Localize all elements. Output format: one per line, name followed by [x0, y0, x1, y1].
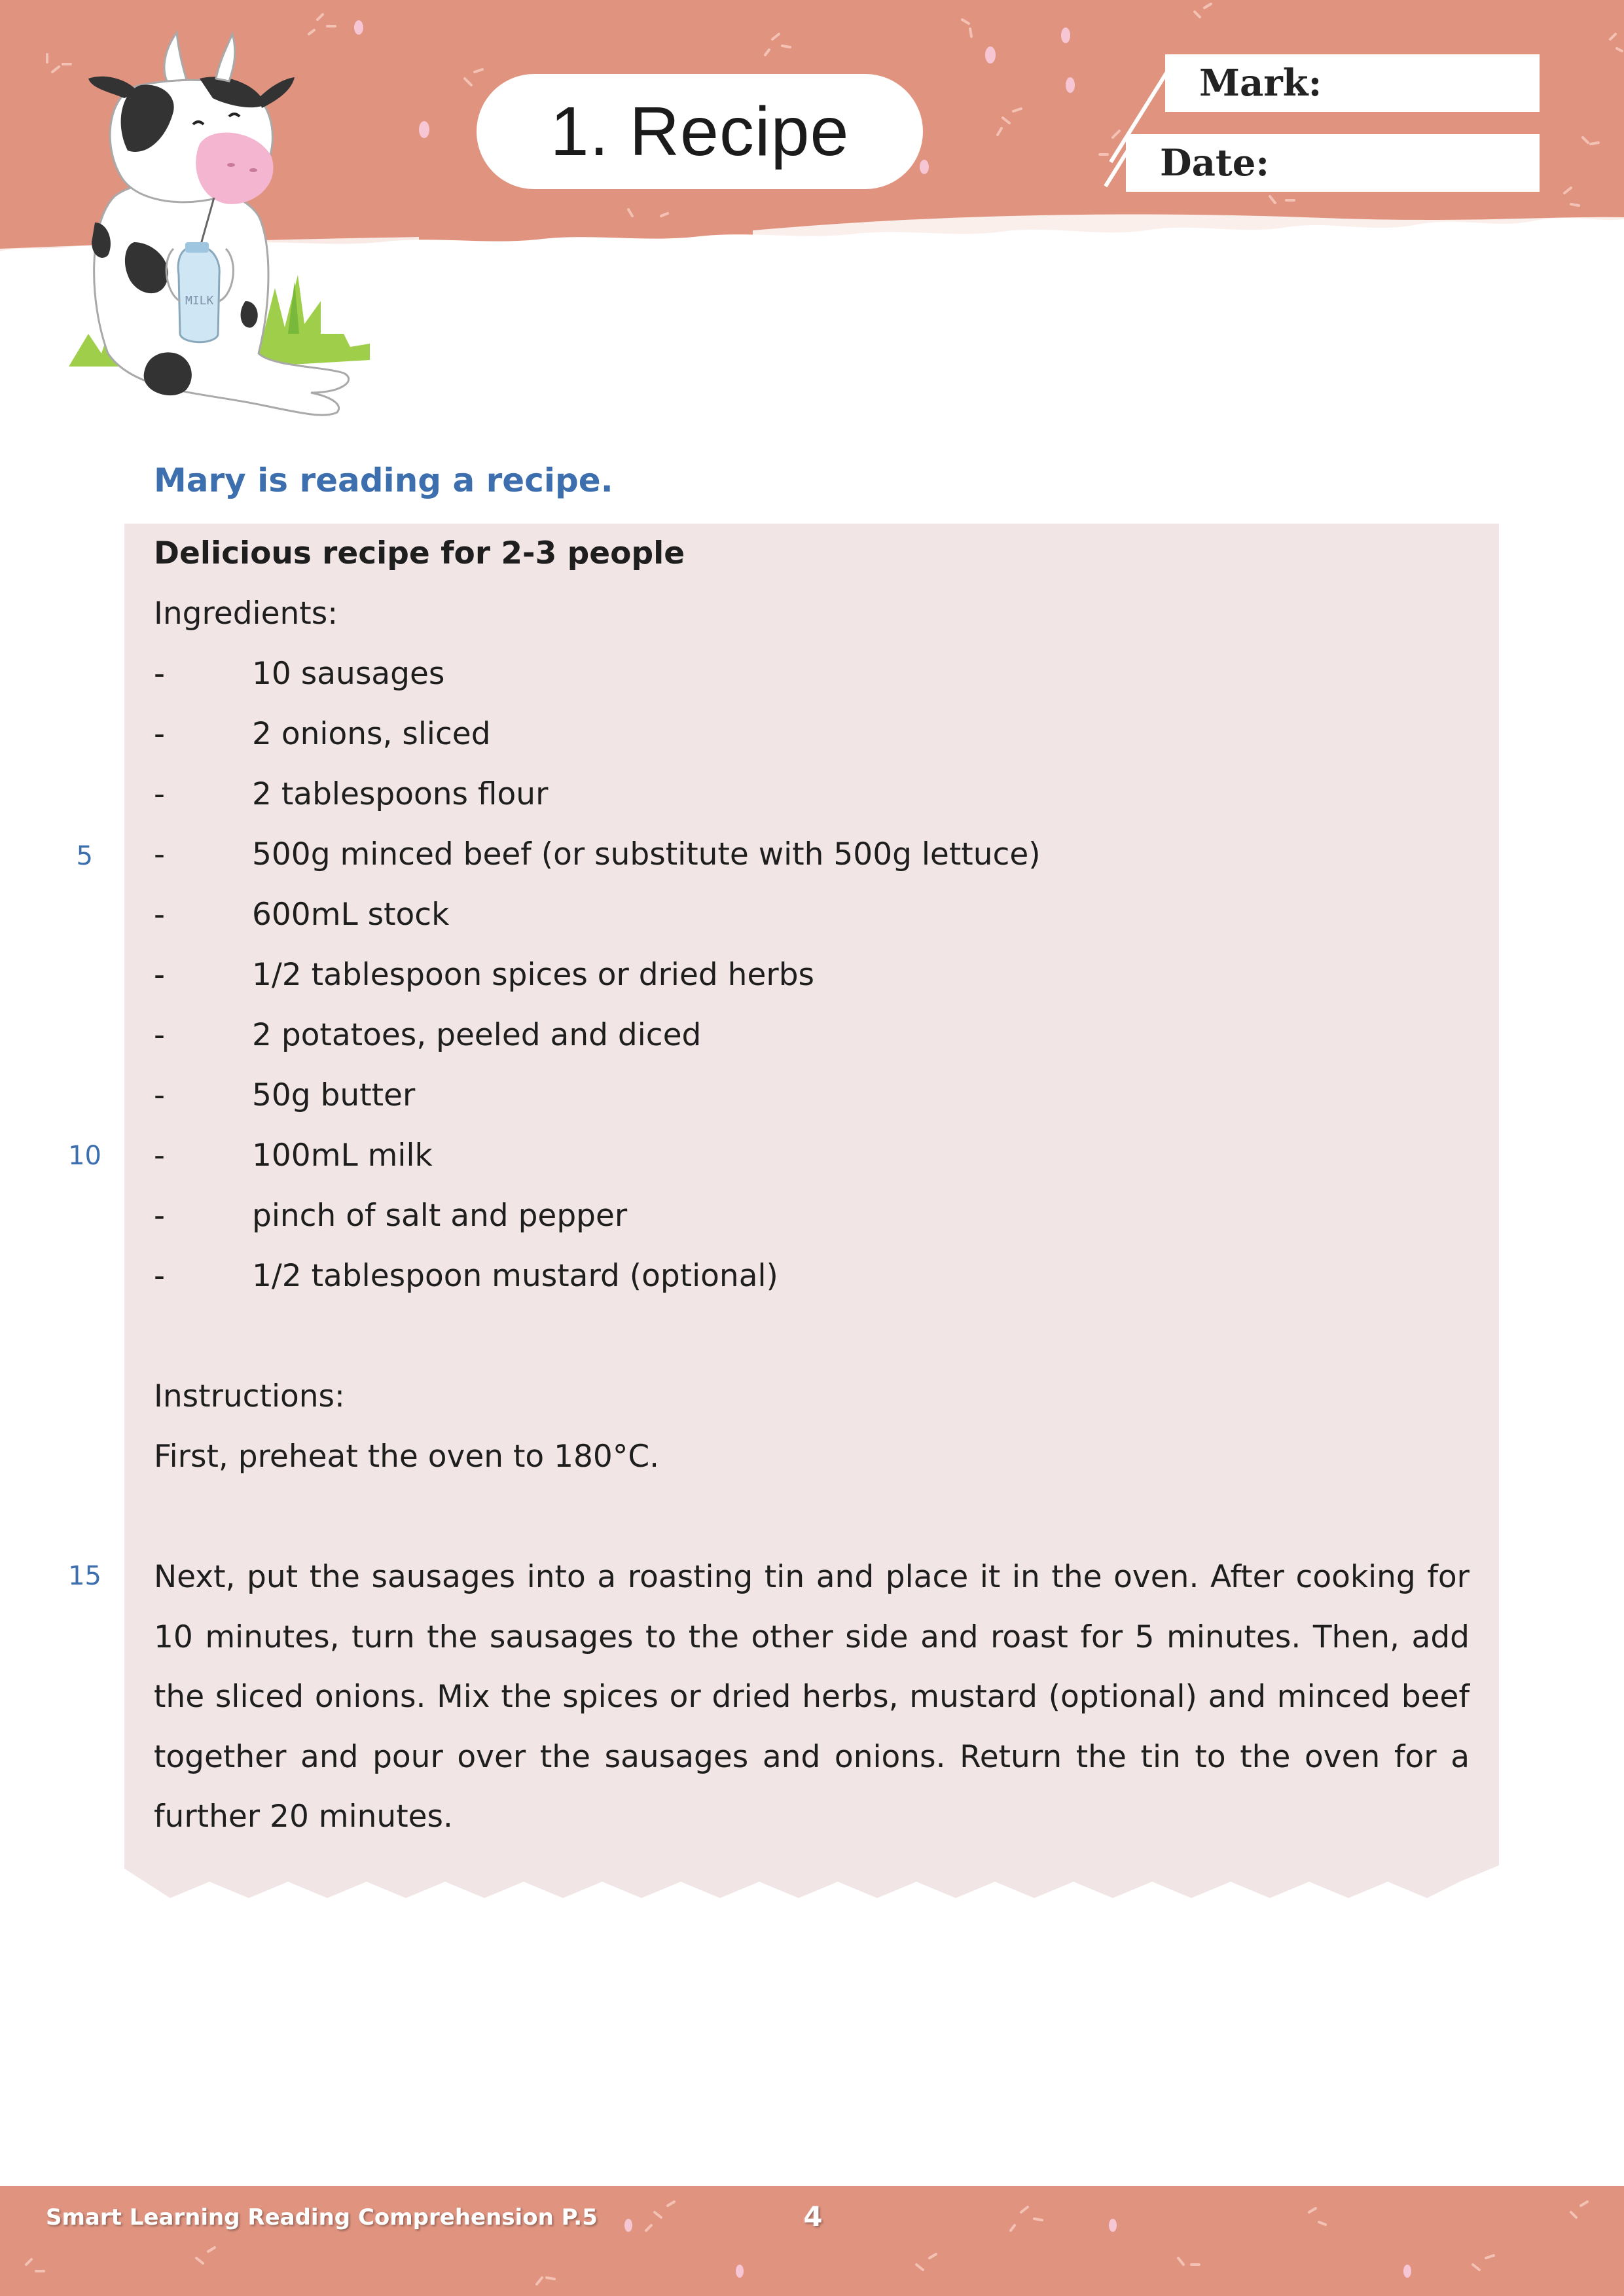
ingredient-text: pinch of salt and pepper	[252, 1198, 628, 1234]
bullet-dash: -	[154, 897, 165, 933]
bullet-dash: -	[154, 957, 165, 993]
bullet-dash: -	[154, 716, 165, 752]
ingredient-text: 600mL stock	[252, 897, 450, 933]
date-field[interactable]	[1126, 134, 1540, 192]
instructions-label: Instructions:	[154, 1378, 345, 1414]
page-title: 1. Recipe	[550, 92, 850, 170]
line-number: 15	[68, 1561, 101, 1591]
ingredient-item	[154, 1126, 1470, 1186]
bullet-dash: -	[154, 1017, 165, 1053]
bullet-dash: -	[154, 776, 165, 812]
instruction-step-2: Next, put the sausages into a roasting tin and place it in the oven. After cooking for 10 minutes, turn the sausages to the other side and roast for 5 minutes. Then, add the sliced onions. Mix the spices or dried herbs, mustard (optional) and minced beef together and pour over the sausages and onions. Return the tin to the oven for a further 20 minutes.	[154, 1559, 1470, 1835]
instruction-step-1: First, preheat the oven to 180°C.	[154, 1439, 660, 1475]
ingredient-text: 50g butter	[252, 1077, 416, 1113]
footer-book-title: Smart Learning Reading Comprehension P.5	[46, 2204, 598, 2231]
ingredient-text: 2 onions, sliced	[252, 716, 491, 752]
page-number: 4	[803, 2200, 823, 2233]
recipe-heading: Delicious recipe for 2-3 people	[154, 535, 685, 571]
mark-label: Mark:	[1199, 62, 1322, 105]
ingredient-text: 1/2 tablespoon spices or dried herbs	[252, 957, 815, 993]
ingredient-item	[154, 1246, 1470, 1306]
bottle-label: MILK	[185, 294, 214, 308]
ingredient-item	[154, 885, 1470, 945]
ingredients-label: Ingredients:	[154, 596, 338, 632]
bullet-dash: -	[154, 1077, 165, 1113]
bullet-dash: -	[154, 1198, 165, 1234]
date-label: Date:	[1160, 141, 1270, 185]
ingredient-text: 10 sausages	[252, 656, 445, 692]
ingredient-text: 500g minced beef (or substitute with 500g lettuce)	[252, 836, 1041, 872]
ingredient-item	[154, 945, 1470, 1005]
ingredient-item	[154, 1066, 1470, 1126]
footer-band	[0, 2186, 1624, 2296]
ingredient-item	[154, 644, 1470, 704]
ingredient-item	[154, 704, 1470, 764]
ingredient-item	[154, 1005, 1470, 1066]
bullet-dash: -	[154, 1258, 165, 1294]
bullet-dash: -	[154, 836, 165, 872]
recipe-panel	[124, 524, 1499, 1905]
mark-field[interactable]	[1165, 54, 1540, 112]
ingredient-item	[154, 764, 1470, 825]
ingredient-item	[154, 1186, 1470, 1246]
ingredient-text: 1/2 tablespoon mustard (optional)	[252, 1258, 778, 1294]
ingredient-item	[154, 825, 1470, 885]
title-pill	[477, 74, 923, 189]
line-number: 5	[76, 841, 93, 871]
line-number: 10	[68, 1141, 101, 1171]
cow-drinking-milk-icon	[62, 26, 416, 445]
ingredient-text: 100mL milk	[252, 1138, 433, 1174]
ingredient-text: 2 potatoes, peeled and diced	[252, 1017, 702, 1053]
bullet-dash: -	[154, 656, 165, 692]
ingredient-text: 2 tablespoons flour	[252, 776, 549, 812]
intro-text: Mary is reading a recipe.	[154, 461, 613, 499]
bullet-dash: -	[154, 1138, 165, 1174]
